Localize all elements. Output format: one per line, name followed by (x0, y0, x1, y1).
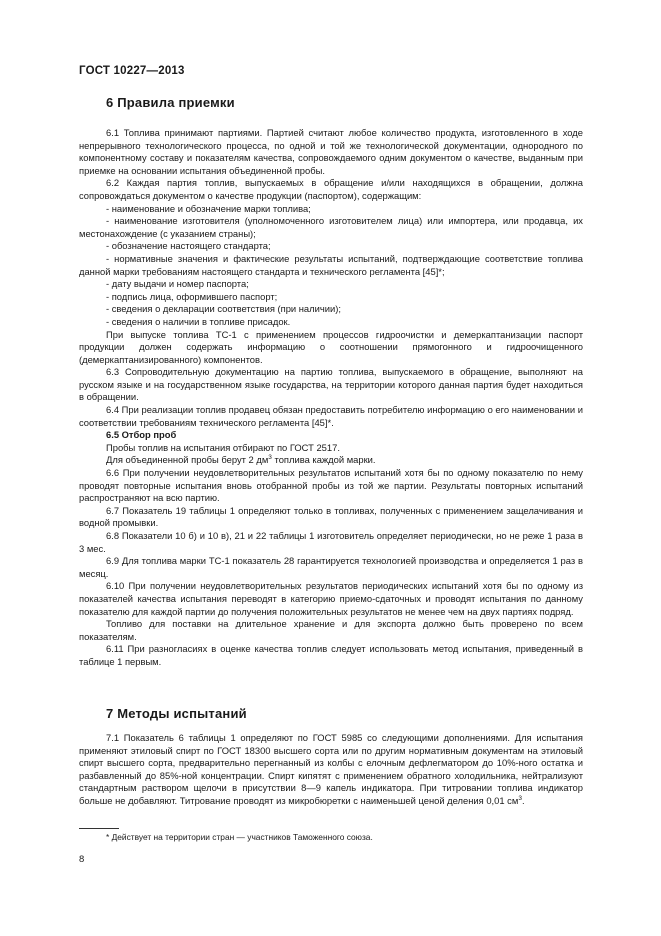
footnote: * Действует на территории стран — участников Таможенного союза. (106, 832, 373, 842)
paragraph-6-11: 6.11 При разногласиях в оценке качества топлив следует использовать метод испытания, приведенный в таблице 1 первым. (79, 643, 583, 667)
page-number: 8 (79, 854, 85, 865)
section-7-body (79, 732, 583, 808)
section-6-body (79, 127, 583, 669)
cubic-superscript: 3 (268, 454, 272, 462)
paragraph-ts1-passport: При выпуске топлива ТС-1 с применением процессов гидроочистки и демеркаптанизации паспорт продукции должен содержать информацию о соотношении прямогонного и гидроочищенного (демеркаптанизированного) компонентов. (79, 328, 583, 365)
list-item-manufacturer: - наименование изготовителя (уполномоченного изготовителем лица) или импортера, или продавца, их местонахождение (с указанием страны); (79, 215, 583, 239)
list-item-additives: - сведения о наличии в топливе присадок. (106, 315, 291, 327)
paragraph-long-storage: Топливо для поставки на длительное хранение и для экспорта должно быть проверено по всем показателям. (79, 618, 583, 642)
paragraph-6-8: 6.8 Показатели 10 б) и 10 в), 21 и 22 таблицы 1 изготовитель определяет периодически, но не реже 1 раза в 3 мес. (79, 530, 583, 554)
paragraph-6-4: 6.4 При реализации топлив продавец обязан предоставить потребителю информацию о его наименовании и соответствии требованиям технического регламента [45]*. (79, 404, 583, 428)
paragraph-7-1-tail: . (521, 794, 525, 806)
paragraph-6-6: 6.6 При получении неудовлетворительных результатов испытаний хотя бы по одному показателю по нему проводят повторные испытания вновь отобранной пробы из той же партии. Результаты повторных испытаний распространяют на всю партию. (79, 467, 583, 504)
paragraph-6-1: 6.1 Топлива принимают партиями. Партией считают любое количество продукта, изготовленного в ходе непрерывного технологического процесса, по одной и той же технологической документации, однородного по компонентному составу и показателям качества, сопровождаемого одним документом о качестве, выданным при приемке на основании испытания объединенной пробы. (79, 127, 583, 176)
paragraph-6-3: 6.3 Сопроводительную документацию на партию топлива, выпускаемого в обращение, выполняют на русском языке и на государственном языке государства, на территории которого данная партия будет находиться в обращении. (79, 366, 583, 403)
paragraph-6-7: 6.7 Показатель 19 таблицы 1 определяют только в топливах, полученных с применением защелачивания и водной промывки. (79, 504, 583, 529)
list-item-normative-values: - нормативные значения и фактические результаты испытаний, подтверждающие соответствие топлива данной марки требованиям настоящего стандарта и технического регламента [45]*; (79, 252, 583, 277)
list-item-brand: - наименование и обозначение марки топлива; (106, 202, 311, 214)
paragraph-6-10: 6.10 При получении неудовлетворительных результатов периодических испытаний хотя бы по одному из показателей качества испытания переводят в категорию приемо-сдаточных и проводят испытания по данному показателю для каждой партии до получения положительных результатов не менее чем на двух партиях подряд. (79, 580, 583, 617)
paragraph-sampling: Пробы топлив на испытания отбирают по ГОСТ 2517. (106, 441, 340, 453)
standard-header: ГОСТ 10227—2013 (79, 65, 185, 77)
section-6-title: 6 Правила приемки (106, 95, 235, 110)
paragraph-6-2: 6.2 Каждая партия топлив, выпускаемых в обращение и/или находящихся в обращении, должна сопровождаться документом о качестве продукции (паспортом), содержащим: (79, 177, 583, 201)
combined-sample-text: Для объединенной пробы берут 2 дм (106, 454, 269, 466)
paragraph-7-1-text: 7.1 Показатель 6 таблицы 1 определяют по ГОСТ 5985 со следующими дополнениями. Для испытания применяют этиловый спирт по ГОСТ 18300 высшего сорта или по другим нормативным документам на этиловый спирт высшего сорта, предварительно перегнанный из колбы с елочным дефлегматором до 10%-ного остатка и разбавленный до 85%-ной концентрации. Спирт кипятят с применением обратного холодильника, нейтрализуют стандартным раствором щелочи в присутствии 8—9 капель индикатора. При титровании топлива индикатор больше не добавляют. Титрование проводят из микробюретки с наименьшей ценой деления 0,01 см (79, 732, 583, 806)
footnote-divider (79, 828, 119, 829)
subsection-6-5-title: 6.5 Отбор проб (106, 429, 177, 441)
section-7-title: 7 Методы испытаний (106, 706, 247, 721)
list-item-signature: - подпись лица, оформившего паспорт; (106, 290, 278, 302)
list-item-issue-date: - дату выдачи и номер паспорта; (106, 278, 249, 290)
list-item-declaration: - сведения о декларации соответствия (при наличии); (106, 303, 341, 315)
paragraph-6-9: 6.9 Для топлива марки ТС-1 показатель 28 гарантируется технологией производства и определяется 1 раз в месяц. (79, 555, 583, 579)
cm3-superscript: 3 (518, 794, 522, 802)
combined-sample-tail: топлива каждой марки. (271, 454, 376, 466)
list-item-standard: - обозначение настоящего стандарта; (106, 240, 271, 252)
paragraph-combined-sample (79, 454, 583, 467)
paragraph-7-1 (79, 732, 583, 808)
